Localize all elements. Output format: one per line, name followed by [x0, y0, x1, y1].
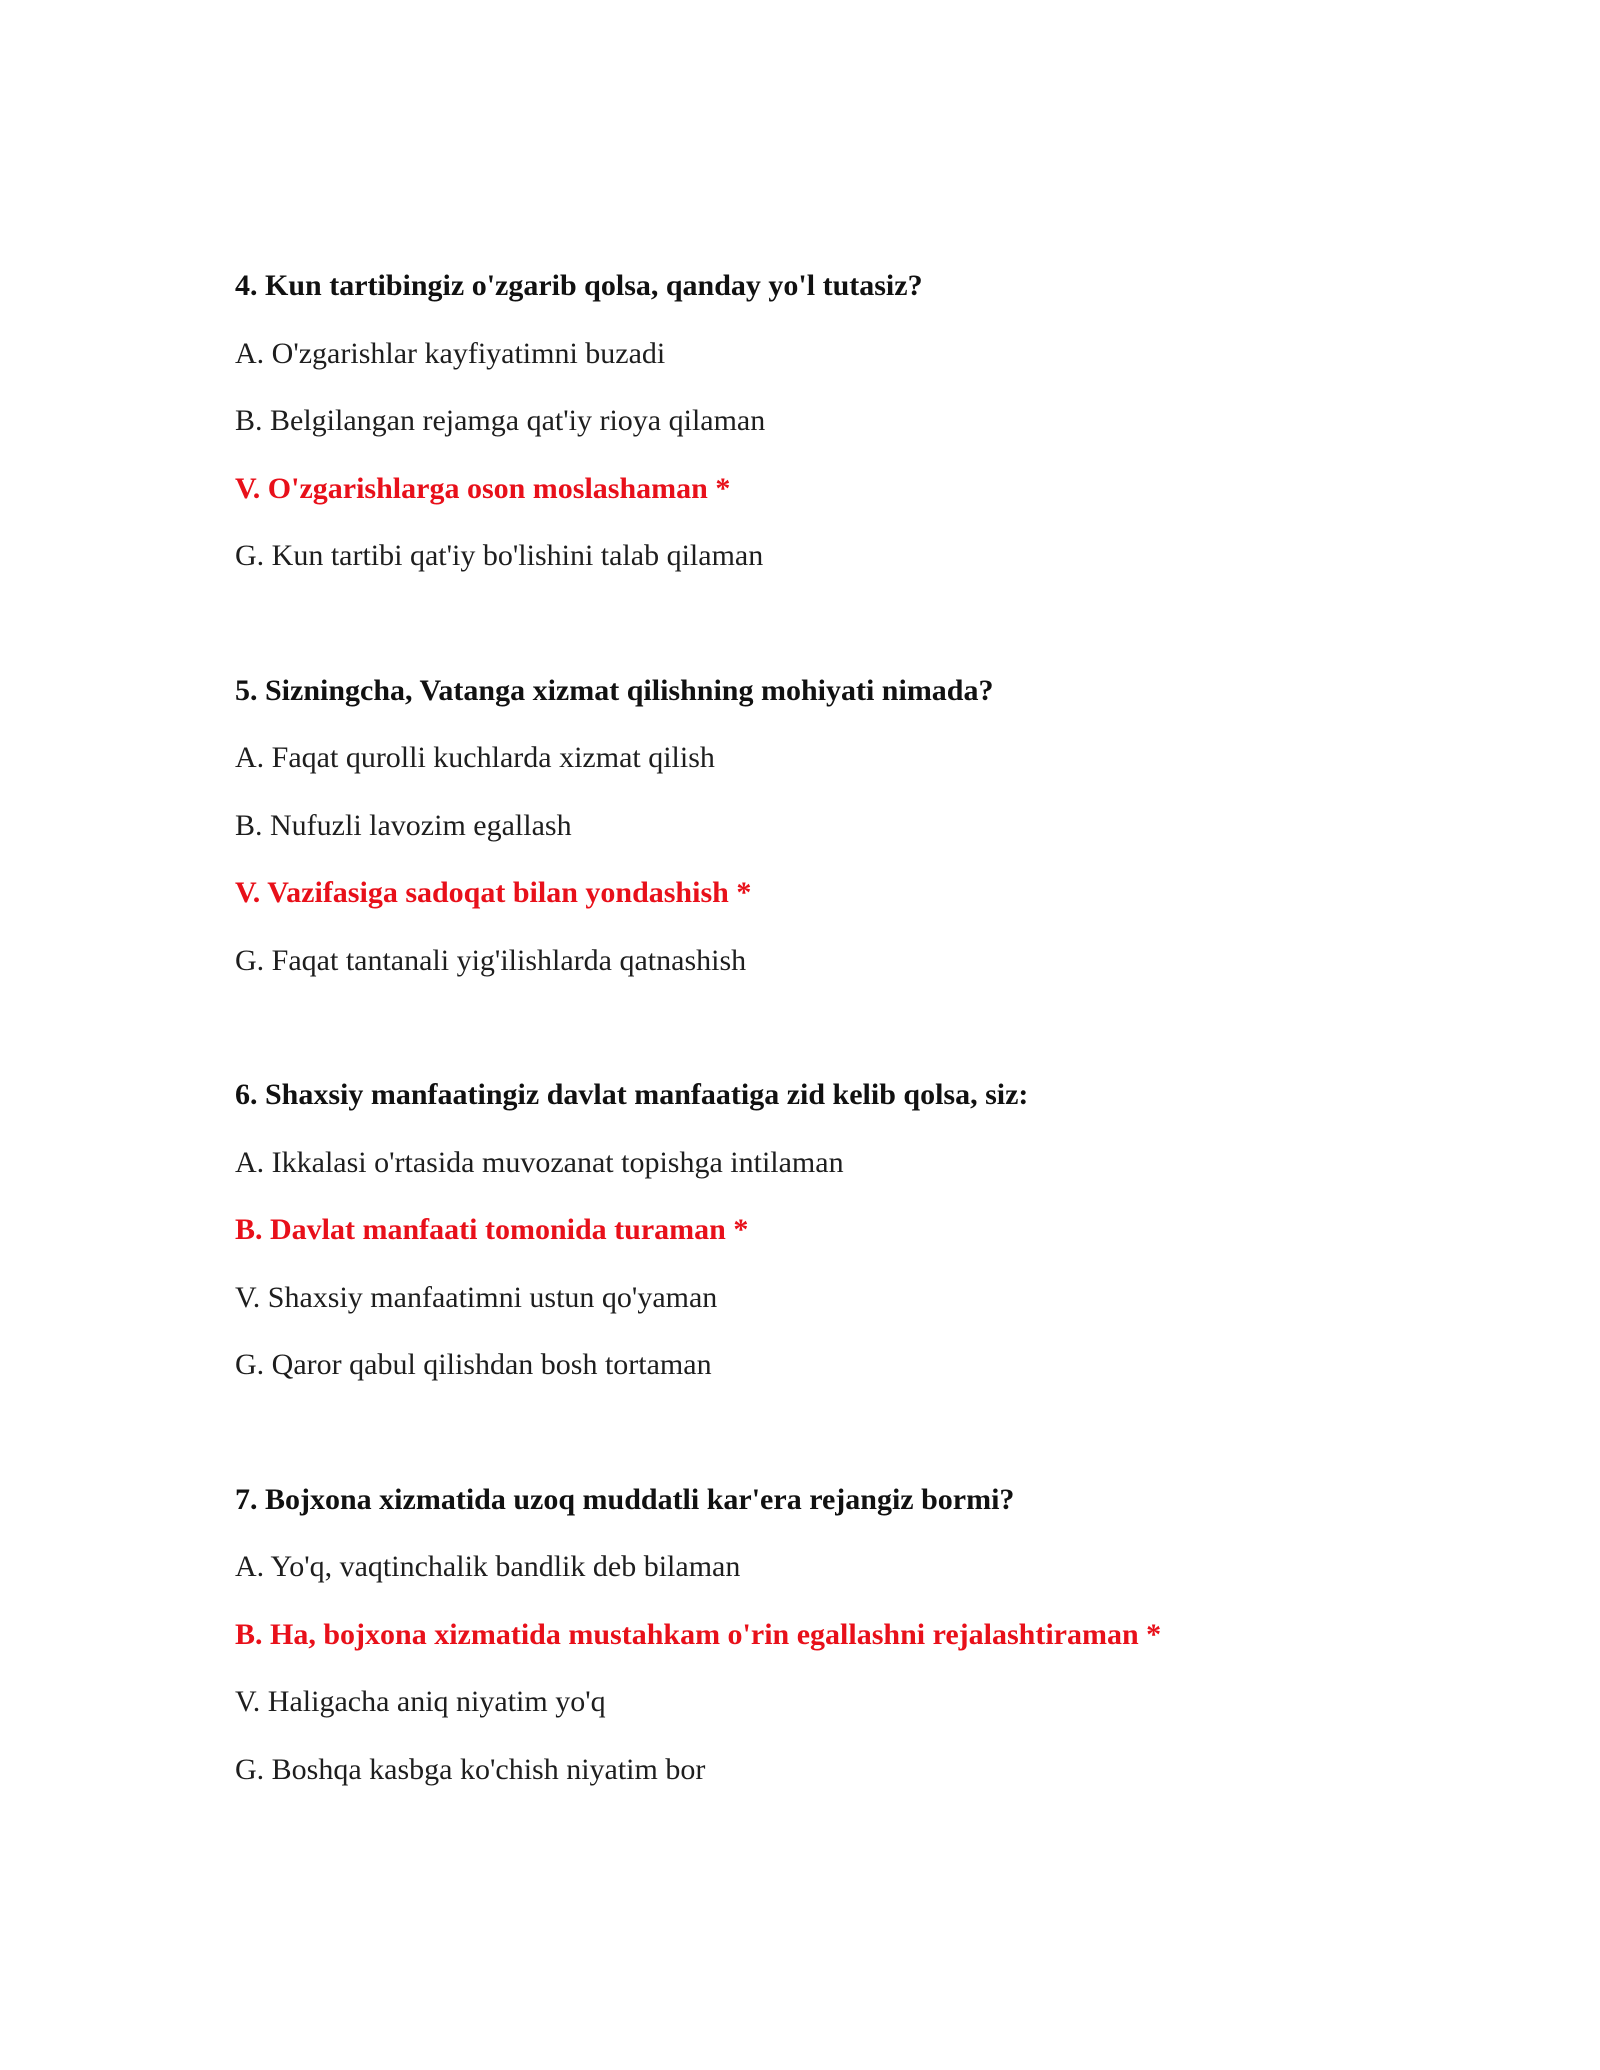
option-g: G. Kun tartibi qat'iy bo'lishini talab qilaman: [235, 539, 764, 572]
option-v: V. Vazifasiga sadoqat bilan yondashish *: [235, 876, 752, 909]
option-b: B. Nufuzli lavozim egallash: [235, 808, 572, 842]
option-a: A. Yo'q, vaqtinchalik bandlik deb bilaman: [235, 1550, 741, 1583]
question-6: [235, 1061, 1435, 1399]
option-a: A. O'zgarishlar kayfiyatimni buzadi: [235, 336, 666, 370]
option-b: B. Belgilangan rejamga qat'iy rioya qilaman: [235, 404, 766, 437]
question-title: 6. Shaxsiy manfaatingiz davlat manfaatiga zid kelib qolsa, siz:: [235, 1078, 1029, 1111]
question-title: 5. Sizningcha, Vatanga xizmat qilishning mohiyati nimada?: [235, 673, 994, 707]
option-g: G. Boshqa kasbga ko'chish niyatim bor: [235, 1752, 706, 1786]
option-v: V. Haligacha aniq niyatim yo'q: [235, 1685, 606, 1718]
option-a: A. Ikkalasi o'rtasida muvozanat topishga intilaman: [235, 1145, 844, 1179]
question-5: [235, 657, 1435, 995]
question-title: 7. Bojxona xizmatida uzoq muddatli kar'era rejangiz bormi?: [235, 1482, 1015, 1516]
question-title: 4. Kun tartibingiz o'zgarib qolsa, qanday yo'l tutasiz?: [235, 269, 923, 302]
option-v: V. Shaxsiy manfaatimni ustun qo'yaman: [235, 1280, 718, 1314]
option-v: V. O'zgarishlarga oson moslashaman *: [235, 471, 731, 505]
option-a: A. Faqat qurolli kuchlarda xizmat qilish: [235, 741, 715, 774]
option-b: B. Ha, bojxona xizmatida mustahkam o'rin egallashni rejalashtiraman *: [235, 1617, 1162, 1651]
option-b: B. Davlat manfaati tomonida turaman *: [235, 1213, 749, 1246]
question-list: [235, 252, 1435, 1870]
question-7: [235, 1466, 1435, 1804]
option-g: G. Faqat tantanali yig'ilishlarda qatnashish: [235, 943, 747, 977]
question-4: [235, 252, 1435, 590]
option-g: G. Qaror qabul qilishdan bosh tortaman: [235, 1348, 712, 1381]
